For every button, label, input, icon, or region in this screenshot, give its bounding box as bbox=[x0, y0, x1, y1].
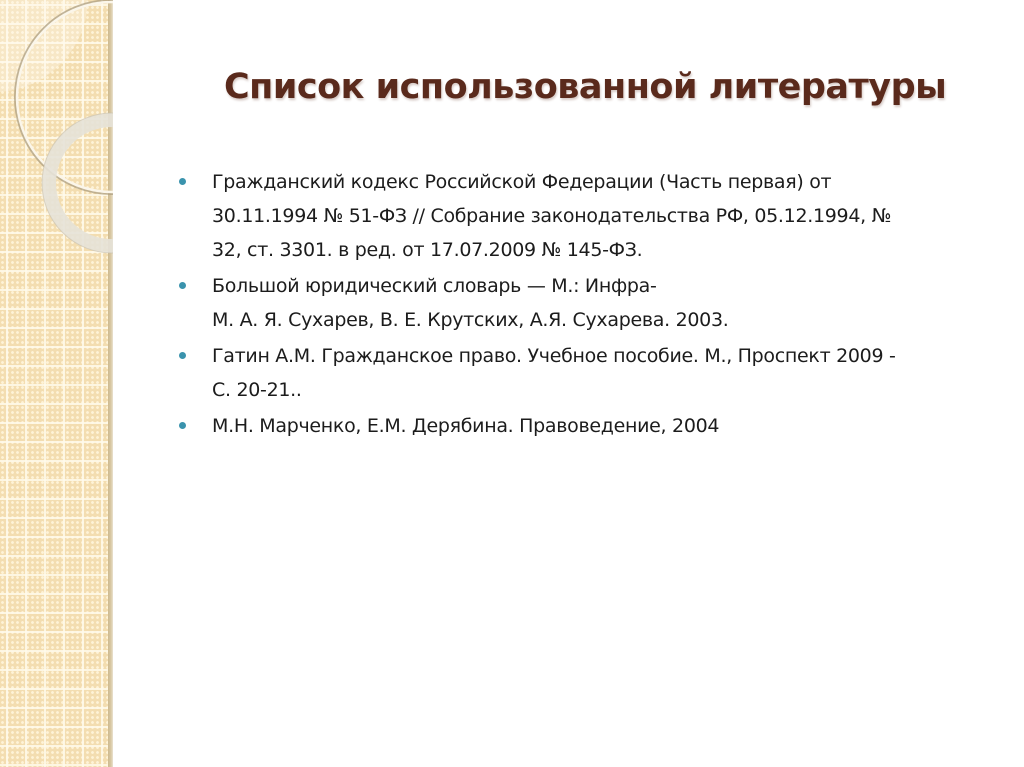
reference-item bbox=[176, 165, 996, 267]
reference-line: Гатин А.М. Гражданское право. Учебное пособие. М., Проспект 2009 - bbox=[212, 345, 896, 367]
reference-line: Большой юридический словарь — М.: Инфра- bbox=[212, 275, 657, 297]
reference-line: М. А. Я. Сухарев, В. Е. Крутских, А.Я. Сухарева. 2003. bbox=[212, 309, 729, 331]
slide-title: Список использованной литературы bbox=[224, 67, 947, 108]
reference-item bbox=[176, 269, 996, 337]
bullet-icon bbox=[179, 178, 186, 185]
reference-line: 30.11.1994 № 51-ФЗ // Собрание законодательства РФ, 05.12.1994, № bbox=[212, 205, 892, 227]
bullet-icon bbox=[179, 352, 186, 359]
reference-item bbox=[176, 339, 996, 407]
bullet-icon bbox=[179, 422, 186, 429]
reference-list bbox=[176, 165, 996, 445]
reference-line: Гражданский кодекс Российской Федерации (Часть первая) от bbox=[212, 171, 832, 193]
reference-line: 32, ст. 3301. в ред. от 17.07.2009 № 145-ФЗ. bbox=[212, 239, 643, 261]
reference-item bbox=[176, 409, 996, 443]
reference-line: С. 20-21.. bbox=[212, 379, 302, 401]
decorative-rings-icon bbox=[0, 0, 113, 260]
reference-line: М.Н. Марченко, Е.М. Дерябина. Правоведение, 2004 bbox=[212, 415, 720, 437]
bullet-icon bbox=[179, 282, 186, 289]
